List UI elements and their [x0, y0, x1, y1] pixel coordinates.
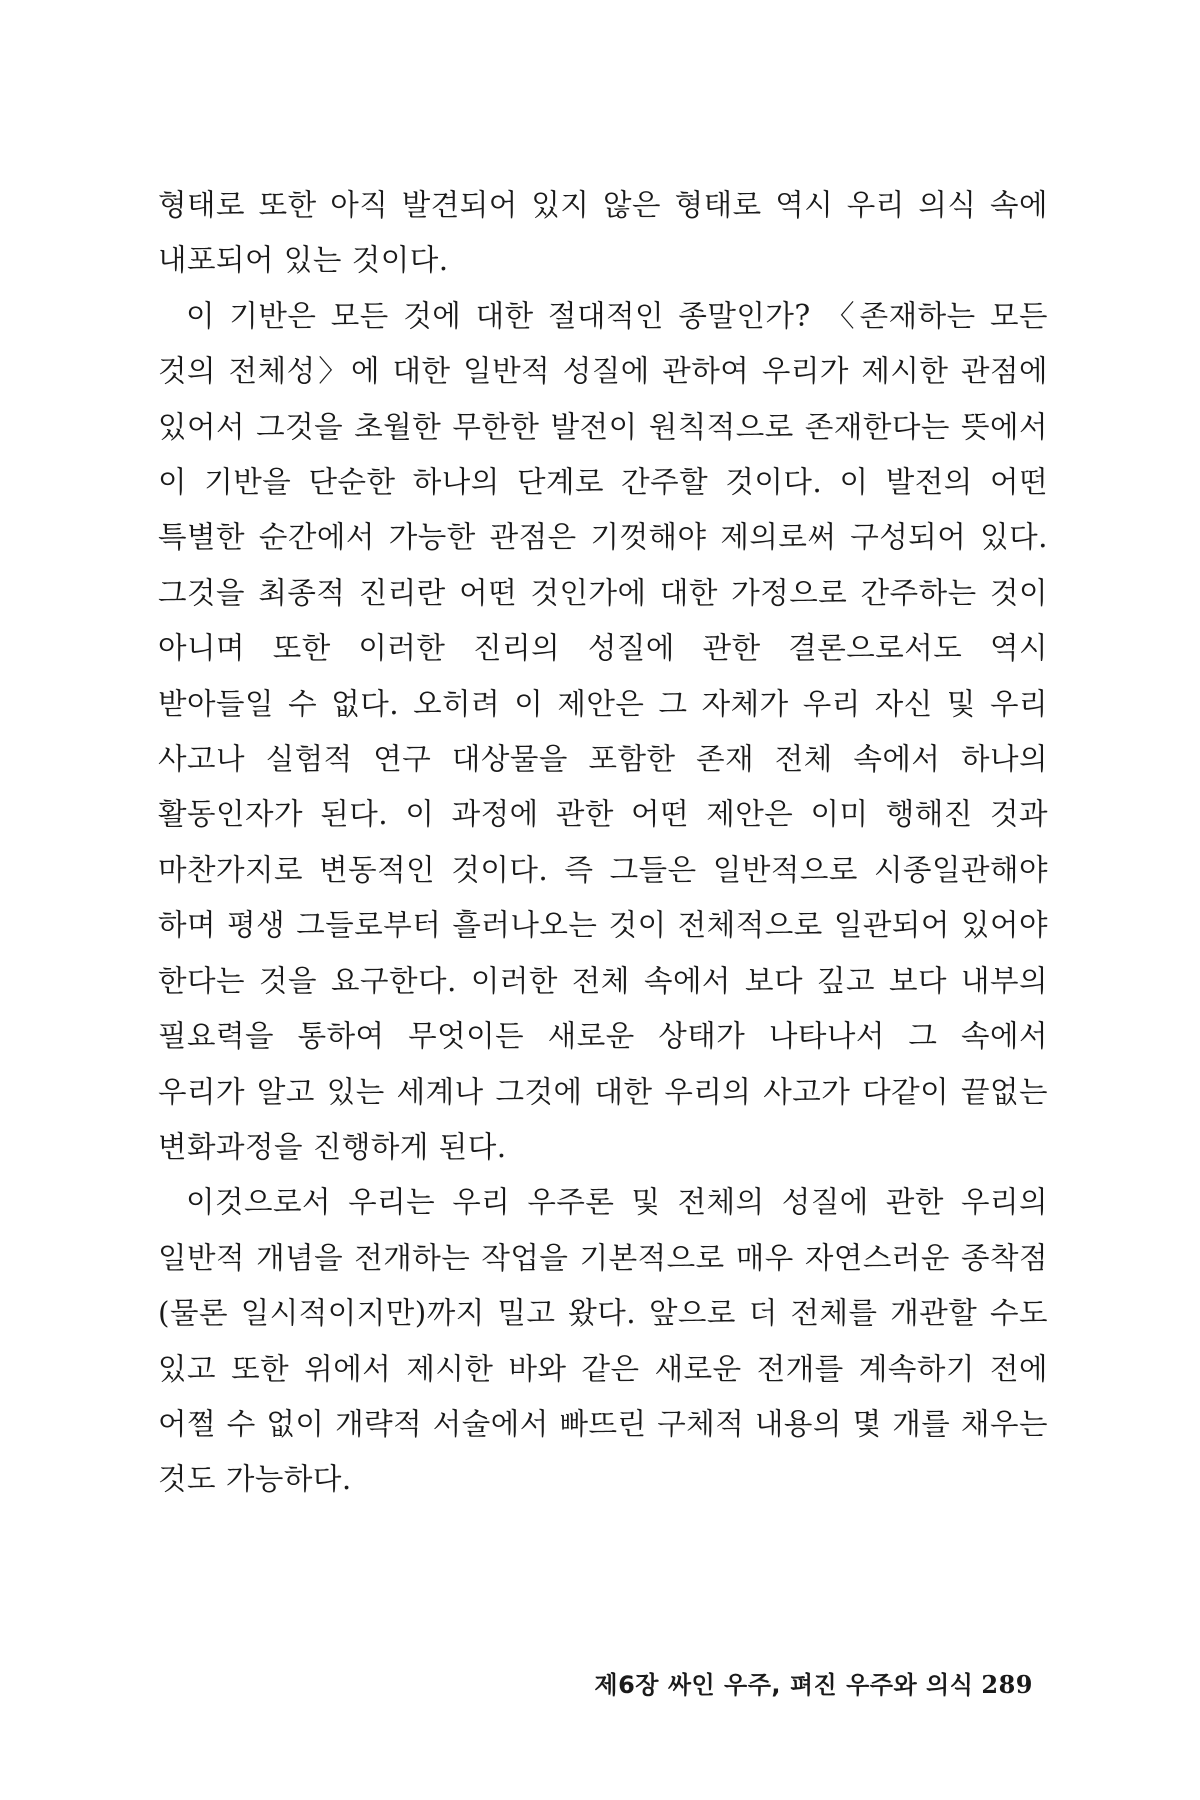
running-title: 제6장 싸인 우주, 펴진 우주와 의식 [594, 1671, 974, 1699]
body-text [158, 178, 1048, 1508]
paragraph-3: 이것으로서 우리는 우리 우주론 및 전체의 성질에 관한 우리의 일반적 개념을 전개하는 작업을 기본적으로 매우 자연스러운 종착점(물론 일시적이지만)까지 밀고 왔다. 앞으로 더 전체를 개관할 수도 있고 또한 위에서 제시한 바와 같은 새로운 전개를 계속하기 전에 어쩔 수 없이 개략적 서술에서 빠뜨린 구체적 내용의 몇 개를 채우는 것도 가능하다. [158, 1185, 1048, 1497]
paragraph-2: 이 기반은 모든 것에 대한 절대적인 종말인가? 〈존재하는 모든 것의 전체성〉에 대한 일반적 성질에 관하여 우리가 제시한 관점에 있어서 그것을 초월한 무한한 발전이 원칙적으로 존재한다는 뜻에서 이 기반을 단순한 하나의 단계로 간주할 것이다. 이 발전의 어떤 특별한 순간에서 가능한 관점은 기껏해야 제의로써 구성되어 있다. 그것을 최종적 진리란 어떤 것인가에 대한 가정으로 간주하는 것이 아니며 또한 이러한 진리의 성질에 관한 결론으로서도 역시 받아들일 수 없다. 오히려 이 제안은 그 자체가 우리 자신 및 우리 사고나 실험적 연구 대상물을 포함한 존재 전체 속에서 하나의 활동인자가 된다. 이 과정에 관한 어떤 제안은 이미 행해진 것과 마찬가지로 변동적인 것이다. 즉 그들은 일반적으로 시종일관해야 하며 평생 그들로부터 흘러나오는 것이 전체적으로 일관되어 있어야 한다는 것을 요구한다. 이러한 전체 속에서 보다 깊고 보다 내부의 필요력을 통하여 무엇이든 새로운 상태가 나타나서 그 속에서 우리가 알고 있는 세계나 그것에 대한 우리의 사고가 다같이 끝없는 변화과정을 진행하게 된다. [158, 298, 1048, 1164]
paragraph-1: 형태로 또한 아직 발견되어 있지 않은 형태로 역시 우리 의식 속에 내포되어 있는 것이다. [158, 188, 1048, 278]
page-footer [594, 1665, 1033, 1700]
page-number: 289 [981, 1670, 1033, 1699]
